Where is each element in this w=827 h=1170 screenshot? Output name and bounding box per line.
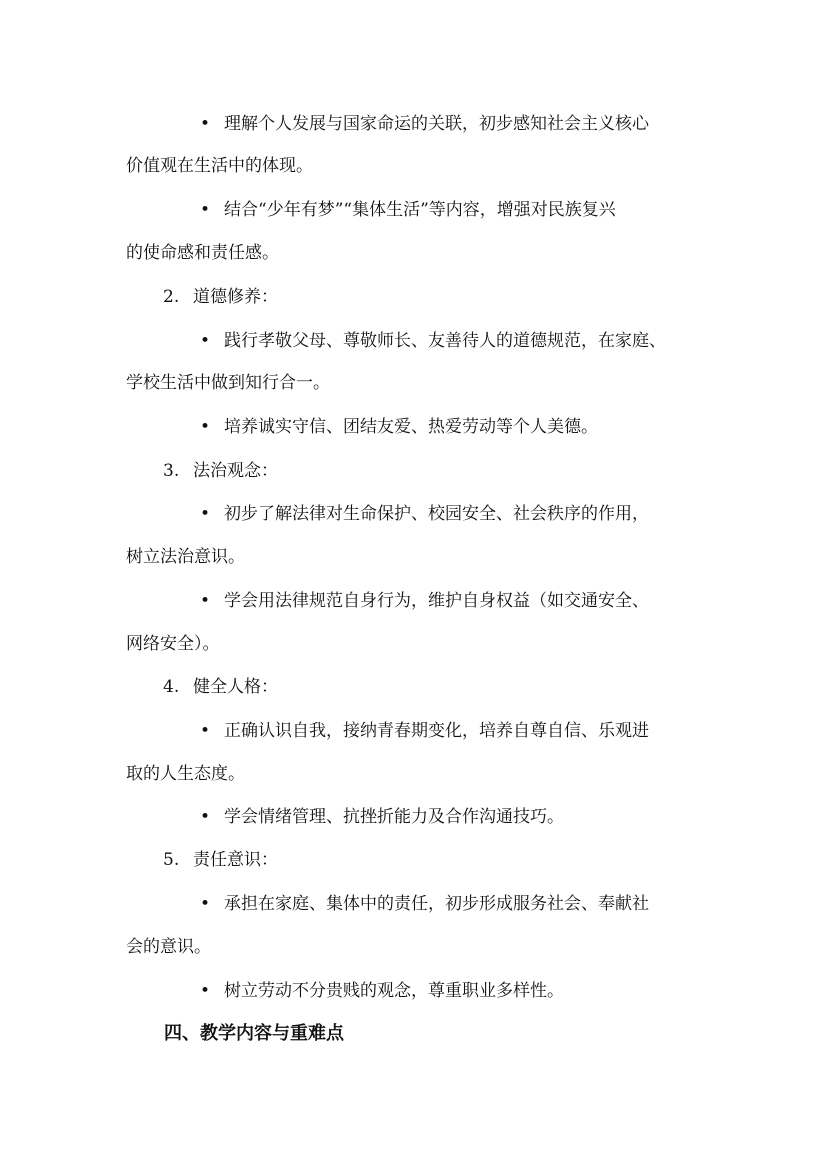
bullet-text: 学会用法律规范自身行为，维护自身权益（如交通安全、 bbox=[224, 591, 649, 611]
item-number: 3. bbox=[163, 461, 180, 481]
bullet-icon: • bbox=[200, 200, 211, 220]
bullet-text: 理解个人发展与国家命运的关联，初步感知社会主义核心 bbox=[224, 114, 649, 134]
numbered-heading-text: 法治观念： bbox=[193, 461, 278, 481]
item-number: 5. bbox=[163, 850, 180, 870]
bullet-line bbox=[200, 415, 780, 439]
bullet-continuation: 价值观在生活中的体现。 bbox=[126, 156, 313, 176]
bullet-continuation: 学校生活中做到知行合一。 bbox=[126, 373, 330, 393]
bullet-text: 结合“少年有梦”“集体生活”等内容，增强对民族复兴 bbox=[224, 200, 616, 220]
bullet-continuation: 网络安全）。 bbox=[126, 634, 220, 654]
numbered-heading bbox=[163, 675, 743, 699]
bullet-line bbox=[200, 502, 780, 526]
bullet-icon: • bbox=[200, 807, 211, 827]
bullet-line bbox=[200, 719, 780, 743]
bullet-icon: • bbox=[200, 417, 211, 437]
bullet-line bbox=[200, 589, 780, 613]
bullet-text: 学会情绪管理、抗挫折能力及合作沟通技巧。 bbox=[224, 807, 564, 827]
numbered-heading-text: 道德修养： bbox=[193, 287, 278, 307]
numbered-heading-text: 健全人格： bbox=[193, 677, 278, 697]
bullet-text: 践行孝敬父母、尊敬师长、友善待人的道德规范，在家庭、 bbox=[224, 331, 666, 351]
bullet-continuation: 会的意识。 bbox=[126, 937, 211, 957]
bullet-line bbox=[200, 892, 780, 916]
bullet-icon: • bbox=[200, 981, 211, 1001]
bullet-icon: • bbox=[200, 114, 211, 134]
bullet-text: 正确认识自我，接纳青春期变化，培养自尊自信、乐观进 bbox=[224, 721, 649, 741]
bullet-continuation: 的使命感和责任感。 bbox=[126, 243, 279, 263]
bullet-continuation: 树立法治意识。 bbox=[126, 547, 245, 567]
bullet-text: 培养诚实守信、团结友爱、热爱劳动等个人美德。 bbox=[224, 417, 598, 437]
bullet-icon: • bbox=[200, 504, 211, 524]
bullet-line bbox=[200, 805, 780, 829]
bullet-line bbox=[200, 979, 780, 1003]
numbered-heading-text: 责任意识： bbox=[193, 850, 278, 870]
numbered-heading bbox=[163, 285, 743, 309]
bullet-icon: • bbox=[200, 591, 211, 611]
bullet-icon: • bbox=[200, 331, 211, 351]
bullet-icon: • bbox=[200, 721, 211, 741]
bullet-text: 树立劳动不分贵贱的观念，尊重职业多样性。 bbox=[224, 981, 564, 1001]
bullet-text: 初步了解法律对生命保护、校园安全、社会秩序的作用， bbox=[224, 504, 649, 524]
numbered-heading bbox=[163, 459, 743, 483]
bullet-line bbox=[200, 198, 780, 222]
bullet-icon: • bbox=[200, 894, 211, 914]
section-heading: 四、教学内容与重难点 bbox=[164, 1023, 344, 1044]
bullet-continuation: 取的人生态度。 bbox=[126, 764, 245, 784]
bullet-line bbox=[200, 112, 780, 136]
item-number: 4. bbox=[163, 677, 180, 697]
bullet-line bbox=[200, 329, 780, 353]
item-number: 2. bbox=[163, 287, 180, 307]
bullet-text: 承担在家庭、集体中的责任，初步形成服务社会、奉献社 bbox=[224, 894, 649, 914]
numbered-heading bbox=[163, 848, 743, 872]
